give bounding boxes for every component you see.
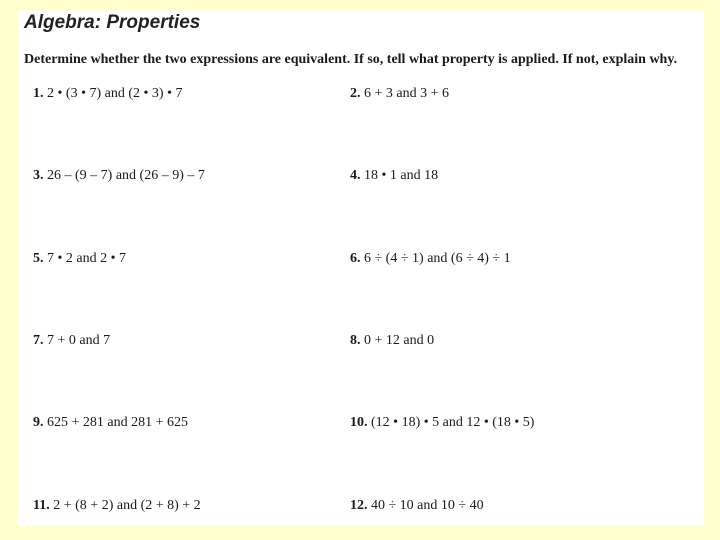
problem-number: 5. xyxy=(33,251,44,266)
problem-number: 3. xyxy=(33,168,44,183)
problem-9 xyxy=(33,415,188,431)
problem-11 xyxy=(33,498,201,514)
problem-expression: 40 ÷ 10 and 10 ÷ 40 xyxy=(371,498,484,513)
problem-number: 7. xyxy=(33,333,44,348)
problem-number: 6. xyxy=(350,251,361,266)
problem-expression: 7 • 2 and 2 • 7 xyxy=(47,251,127,266)
problem-expression: 6 + 3 and 3 + 6 xyxy=(364,86,450,101)
problem-8 xyxy=(350,333,434,349)
problem-expression: 18 • 1 and 18 xyxy=(364,168,439,183)
problem-expression: 625 + 281 and 281 + 625 xyxy=(47,415,189,430)
problem-3 xyxy=(33,168,205,184)
problem-expression: (12 • 18) • 5 and 12 • (18 • 5) xyxy=(371,415,535,430)
instructions-text: Determine whether the two expressions are equivalent. If so, tell what property is applied. If not, explain why. xyxy=(24,52,678,67)
problem-4 xyxy=(350,168,438,184)
problem-expression: 2 + (8 + 2) and (2 + 8) + 2 xyxy=(53,498,201,513)
problem-number: 11. xyxy=(33,498,50,513)
page-title: Algebra: Properties xyxy=(24,12,201,33)
problem-7 xyxy=(33,333,110,349)
problem-2 xyxy=(350,86,449,102)
problem-expression: 26 – (9 – 7) and (26 – 9) – 7 xyxy=(47,168,205,183)
problem-number: 1. xyxy=(33,86,44,101)
problem-expression: 6 ÷ (4 ÷ 1) and (6 ÷ 4) ÷ 1 xyxy=(364,251,511,266)
problem-number: 10. xyxy=(350,415,368,430)
problem-10 xyxy=(350,415,534,431)
problem-number: 9. xyxy=(33,415,44,430)
problem-expression: 2 • (3 • 7) and (2 • 3) • 7 xyxy=(47,86,183,101)
problem-6 xyxy=(350,251,511,267)
problem-12 xyxy=(350,498,484,514)
problem-number: 2. xyxy=(350,86,361,101)
problem-number: 12. xyxy=(350,498,368,513)
problem-1 xyxy=(33,86,182,102)
problem-expression: 0 + 12 and 0 xyxy=(364,333,435,348)
problem-number: 4. xyxy=(350,168,361,183)
problem-expression: 7 + 0 and 7 xyxy=(47,333,111,348)
problem-5 xyxy=(33,251,126,267)
problem-number: 8. xyxy=(350,333,361,348)
worksheet-page xyxy=(17,10,704,526)
